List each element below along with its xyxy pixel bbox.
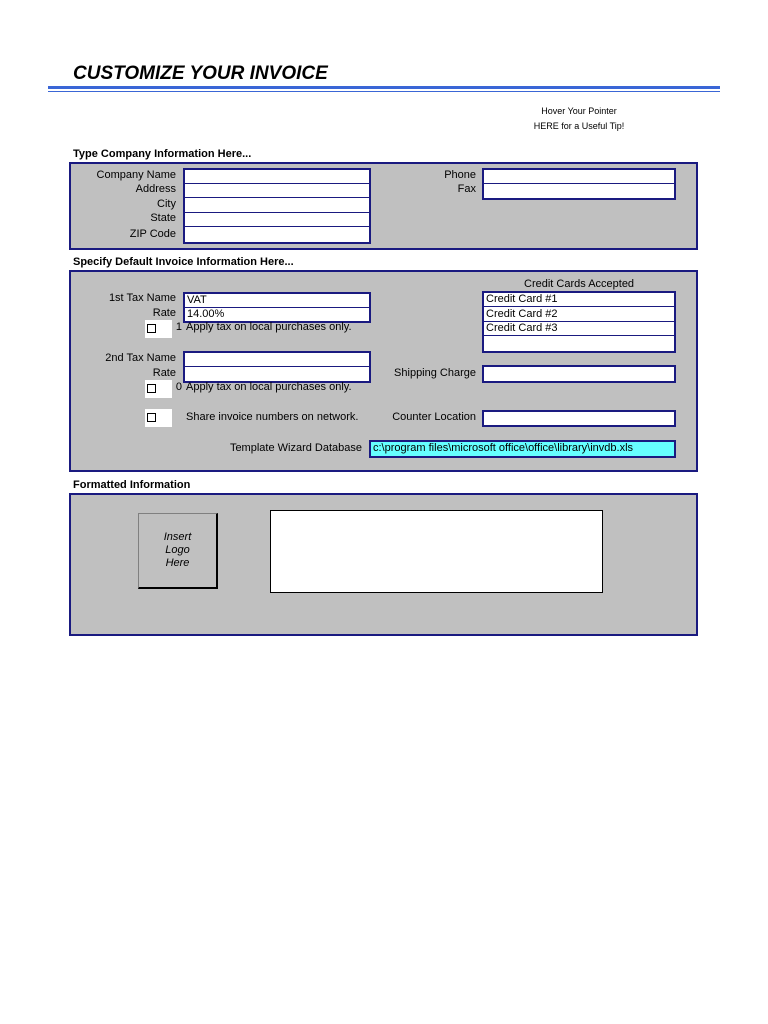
tax2-check-text: Apply tax on local purchases only. [186,381,352,393]
tax1-name-input[interactable]: VAT [185,294,369,308]
counter-location-group [482,410,676,427]
city-label: City [157,198,176,210]
tax1-check-value: 1 [175,321,182,333]
tip-line-1[interactable]: Hover Your Pointer [541,106,617,116]
credit-card-4-input[interactable] [484,337,674,351]
company-name-input[interactable] [185,170,369,184]
company-fields-group [183,168,371,244]
credit-card-1-input[interactable]: Credit Card #1 [484,293,674,307]
credit-card-3-input[interactable]: Credit Card #3 [484,322,674,336]
address-label: Address [135,183,176,195]
tax1-check-text: Apply tax on local purchases only. [186,321,352,333]
tax1-rate-input[interactable]: 14.00% [187,308,225,320]
tip-line-2[interactable]: HERE for a Useful Tip! [533,121,625,131]
phone-fax-group [482,168,676,200]
logo-text-1: Insert [163,531,192,543]
formatted-info-box[interactable] [270,510,603,593]
logo-placeholder[interactable] [138,513,218,589]
formatted-section-heading: Formatted Information [73,479,191,491]
state-label: State [150,212,176,224]
template-db-label: Template Wizard Database [229,442,362,454]
company-name-label: Company Name [96,169,176,181]
phone-input[interactable] [484,170,674,184]
tax2-name-input[interactable] [185,353,369,367]
counter-location-label: Counter Location [392,411,476,423]
tax2-fields-group [183,351,371,383]
share-invoice-checkbox[interactable] [145,409,172,427]
tax1-name-label: 1st Tax Name [108,292,176,304]
checkbox-icon [147,413,156,422]
title-rule-thin [48,91,720,92]
credit-cards-group [482,291,676,353]
fax-input[interactable] [484,184,674,198]
tax2-check-value: 0 [175,381,182,393]
fax-label: Fax [457,183,476,195]
state-input[interactable] [185,213,369,227]
checkbox-icon [147,384,156,393]
shipping-charge-group [482,365,676,383]
template-db-input[interactable]: c:\program files\microsoft office\office\library\invdb.xls [369,440,676,458]
address-input[interactable] [185,184,369,198]
title-rule [48,86,720,89]
shipping-charge-label: Shipping Charge [394,367,476,379]
tax2-rate-input[interactable] [185,367,369,381]
counter-location-input[interactable] [484,412,674,426]
tax1-rate-label: Rate [152,307,176,319]
zip-code-label: ZIP Code [129,228,176,240]
share-invoice-text: Share invoice numbers on network. [186,411,359,423]
checkbox-icon [147,324,156,333]
page-title: CUSTOMIZE YOUR INVOICE [73,63,328,84]
company-section-heading: Type Company Information Here... [73,148,252,160]
tax2-rate-label: Rate [152,367,176,379]
logo-text-2: Logo [165,544,190,556]
logo-text-3: Here [165,557,190,569]
city-input[interactable] [185,199,369,213]
tax1-fields-group [183,292,371,323]
credit-card-2-input[interactable]: Credit Card #2 [484,308,674,322]
credit-cards-label: Credit Cards Accepted [524,278,635,290]
tax2-name-label: 2nd Tax Name [105,352,176,364]
shipping-charge-input[interactable] [484,367,674,381]
invoice-section-heading: Specify Default Invoice Information Here... [73,256,294,268]
zip-code-input[interactable] [185,228,369,242]
phone-label: Phone [444,169,476,181]
